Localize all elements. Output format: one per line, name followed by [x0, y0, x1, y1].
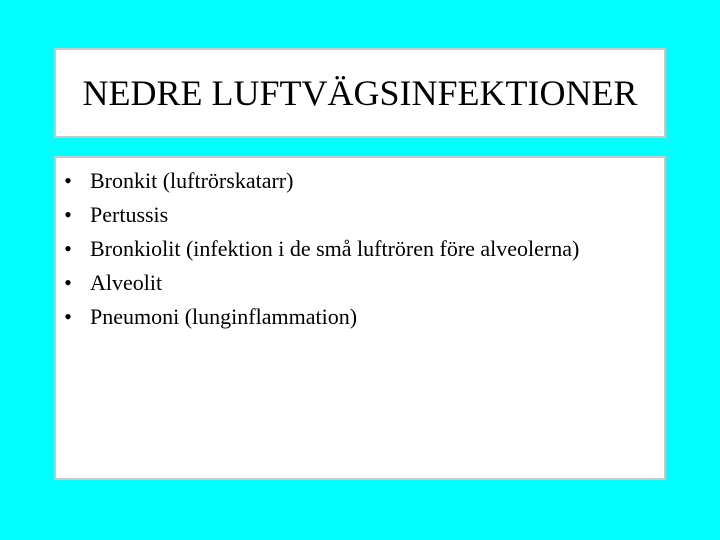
bullet-icon: •	[64, 202, 72, 227]
bullet-text: Pertussis	[90, 202, 169, 227]
title-box	[54, 48, 666, 138]
bullet-icon: •	[64, 270, 72, 295]
content-box	[54, 156, 666, 480]
bullet-icon: •	[64, 236, 72, 261]
bullet-icon: •	[64, 168, 72, 193]
bullet-text: Pneumoni (lunginflammation)	[90, 304, 358, 329]
bullet-text: Alveolit	[90, 270, 163, 295]
slide-title: NEDRE LUFTVÄGSINFEKTIONER	[82, 73, 638, 113]
bullet-text: Bronkit (luftrörskatarr)	[90, 168, 294, 193]
bullet-text: Bronkiolit (infektion i de små luftrören före alveolerna)	[90, 236, 580, 261]
bullet-icon: •	[64, 304, 72, 329]
